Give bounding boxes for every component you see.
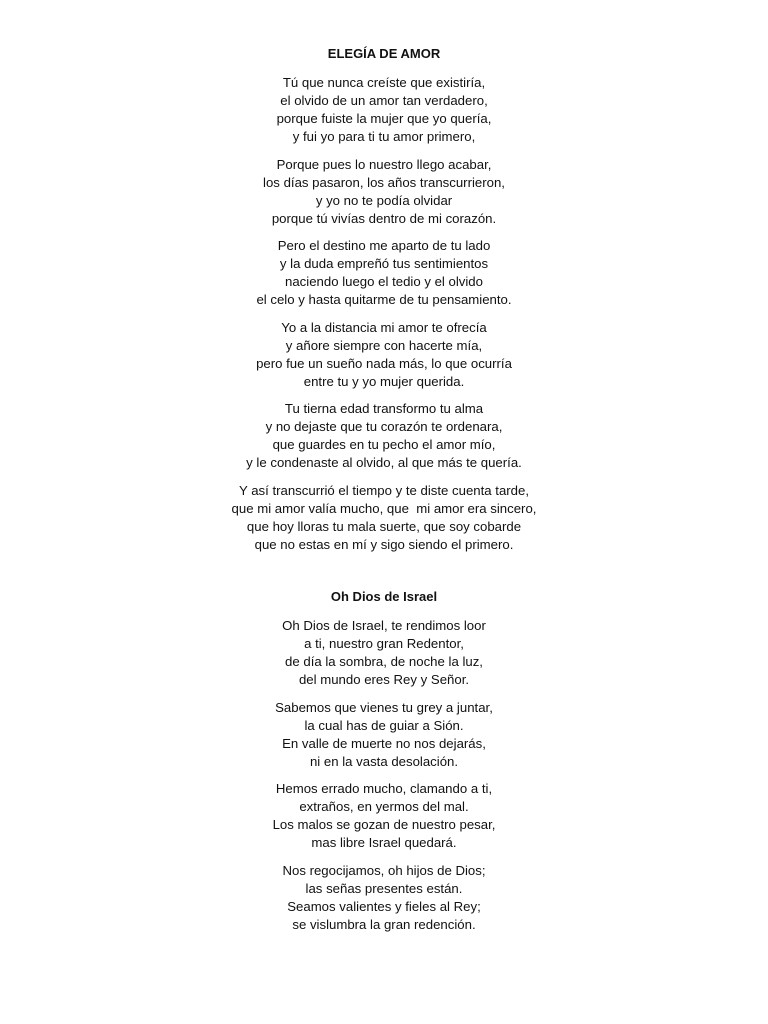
poem-line: naciendo luego el tedio y el olvido <box>285 274 483 289</box>
poem-line: y añore siempre con hacerte mía, <box>285 337 483 353</box>
poem-line: y la duda empreñó tus sentimientos <box>279 256 489 271</box>
poem-line: ni en la vasta desolación. <box>309 753 459 769</box>
poem-line: Porque pues lo nuestro llego acabar, <box>276 156 492 172</box>
poem-line: En valle de muerte no nos dejarás, <box>282 735 486 751</box>
stanza <box>0 862 768 934</box>
poem-line: entre tu y yo mujer querida. <box>303 373 465 389</box>
poem-line: porque tú vivías dentro de mi corazón. <box>271 210 497 226</box>
poem-line: y no dejaste que tu corazón te ordenara, <box>265 419 503 434</box>
stanza <box>0 400 768 472</box>
stanza <box>0 156 768 228</box>
poem-line: Y así transcurrió el tiempo y te diste cuenta tarde, <box>238 482 530 498</box>
poem-line: y fui yo para ti tu amor primero, <box>292 129 476 144</box>
poem-line: que no estas en mí y sigo siendo el primero. <box>254 536 514 552</box>
stanza <box>0 74 768 146</box>
poem-line: Yo a la distancia mi amor te ofrecía <box>281 319 487 335</box>
poem-line: el celo y hasta quitarme de tu pensamiento. <box>256 292 512 307</box>
poem-oh-dios-de-israel <box>0 588 768 943</box>
poem-line: Seamos valientes y fieles al Rey; <box>287 898 481 914</box>
poem-title: Oh Dios de Israel <box>330 589 438 604</box>
poem-line: se vislumbra la gran redención. <box>292 916 476 932</box>
poem-line: porque fuiste la mujer que yo quería, <box>276 111 492 126</box>
poem-line: las señas presentes están. <box>305 880 463 896</box>
poem-line: y le condenaste al olvido, al que más te quería. <box>246 455 522 470</box>
poem-title: ELEGÍA DE AMOR <box>327 46 441 61</box>
poem-line: pero fue un sueño nada más, lo que ocurría <box>256 355 512 371</box>
stanza <box>0 699 768 771</box>
poem-line: a ti, nuestro gran Redentor, <box>304 636 464 651</box>
stanza <box>0 617 768 689</box>
poem-line: Hemos errado mucho, clamando a ti, <box>275 781 493 796</box>
poem-line: que hoy lloras tu mala suerte, que soy cobarde <box>246 518 522 534</box>
poem-line: mas libre Israel quedará. <box>311 835 457 850</box>
poem-line: Nos regocijamos, oh hijos de Dios; <box>282 862 486 878</box>
poem-line: y yo no te podía olvidar <box>315 192 453 208</box>
poem-line: que guardes en tu pecho el amor mío, <box>272 437 496 452</box>
poem-line: Sabemos que vienes tu grey a juntar, <box>275 699 493 715</box>
poem-elegia-de-amor <box>0 45 768 563</box>
poem-line: Los malos se gozan de nuestro pesar, <box>272 817 496 832</box>
poem-line: que mi amor valía mucho, que mi amor era sincero, <box>231 500 537 516</box>
poem-line: extraños, en yermos del mal. <box>299 799 469 814</box>
stanza <box>0 482 768 554</box>
stanza <box>0 780 768 852</box>
poem-line: de día la sombra, de noche la luz, <box>285 654 483 669</box>
poem-line: Tú que nunca creíste que existiría, <box>282 75 486 90</box>
stanza <box>0 237 768 309</box>
poem-line: Oh Dios de Israel, te rendimos loor <box>282 618 486 633</box>
stanza <box>0 319 768 391</box>
poem-line: Pero el destino me aparto de tu lado <box>277 238 491 253</box>
poem-line: los días pasaron, los años transcurrieron, <box>263 174 505 190</box>
poem-line: Tu tierna edad transformo tu alma <box>284 401 484 416</box>
poem-line: el olvido de un amor tan verdadero, <box>280 93 488 108</box>
poem-line: la cual has de guiar a Sión. <box>304 717 464 733</box>
poem-line: del mundo eres Rey y Señor. <box>298 672 470 687</box>
